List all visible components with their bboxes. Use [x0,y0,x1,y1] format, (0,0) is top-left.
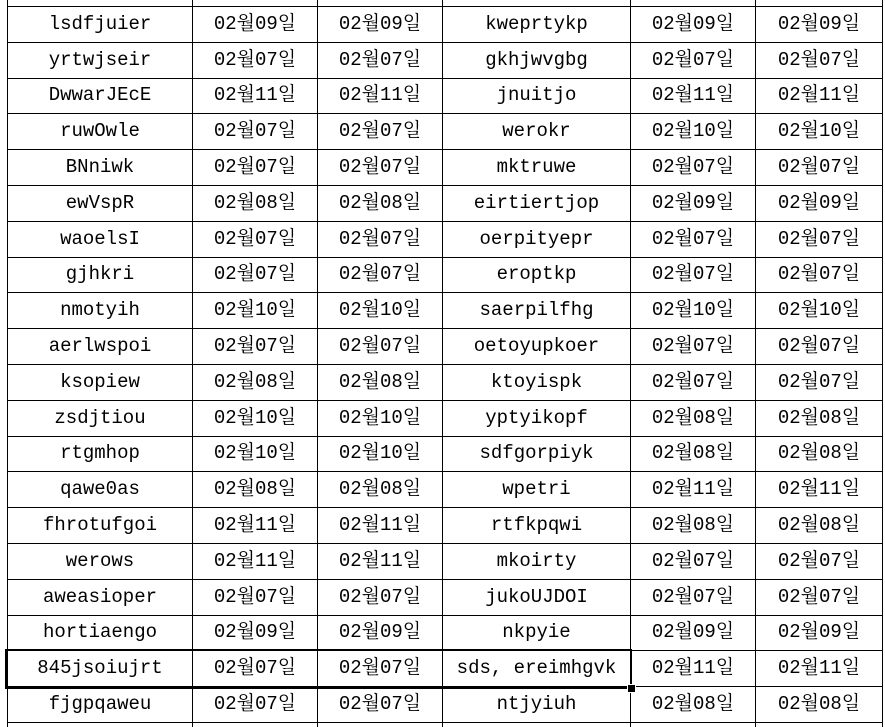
date-cell[interactable]: 02월07일 [193,258,318,294]
date-cell[interactable]: 02월09일 [631,7,756,43]
name-cell[interactable]: kweprtykp [443,7,631,43]
name-cell[interactable]: zsdjtiou [8,401,193,437]
date-cell[interactable]: 02월07일 [193,687,318,723]
name-cell[interactable]: fhrotufgoi [8,508,193,544]
date-cell[interactable]: 02월10일 [193,437,318,473]
date-cell[interactable]: 02월08일 [193,472,318,508]
name-cell[interactable]: mktruwe [443,150,631,186]
name-cell[interactable]: oerpityepr [443,222,631,258]
name-cell[interactable]: lsdfjuier [8,7,193,43]
name-cell[interactable]: rtfkpqwi [443,508,631,544]
table-cell-clipped[interactable] [318,723,443,727]
date-cell[interactable]: 02월07일 [631,222,756,258]
date-cell[interactable]: 02월07일 [193,114,318,150]
date-cell[interactable]: 02월11일 [193,79,318,115]
date-cell[interactable]: 02월07일 [318,114,443,150]
date-cell[interactable]: 02월08일 [318,472,443,508]
date-cell[interactable]: 02월09일 [318,7,443,43]
table-cell-clipped[interactable] [193,723,318,727]
name-cell[interactable]: jnuitjo [443,79,631,115]
date-cell[interactable]: 02월09일 [193,616,318,652]
date-cell[interactable]: 02월07일 [631,258,756,294]
date-cell[interactable]: 02월07일 [318,222,443,258]
date-cell[interactable]: 02월11일 [318,79,443,115]
date-cell[interactable]: 02월07일 [631,580,756,616]
name-cell[interactable]: eirtiertjop [443,186,631,222]
name-cell[interactable]: eroptkp [443,258,631,294]
date-cell[interactable]: 02월07일 [631,43,756,79]
date-cell[interactable]: 02월07일 [318,329,443,365]
date-cell[interactable]: 02월11일 [756,472,883,508]
date-cell[interactable]: 02월07일 [318,651,443,687]
date-cell[interactable]: 02월11일 [631,472,756,508]
date-cell[interactable]: 02월07일 [193,329,318,365]
date-cell[interactable]: 02월11일 [756,651,883,687]
date-cell[interactable]: 02월07일 [193,222,318,258]
name-cell[interactable]: aweasioper [8,580,193,616]
date-cell[interactable]: 02월07일 [756,258,883,294]
date-cell[interactable]: 02월08일 [631,401,756,437]
name-cell[interactable]: qawe0as [8,472,193,508]
table-cell-clipped[interactable] [318,0,443,7]
table-cell-clipped[interactable] [756,723,883,727]
name-cell[interactable]: DwwarJEcE [8,79,193,115]
date-cell[interactable]: 02월10일 [631,293,756,329]
name-cell[interactable]: ntjyiuh [443,687,631,723]
table-cell-clipped[interactable] [8,723,193,727]
name-cell[interactable]: ruwOwle [8,114,193,150]
date-cell[interactable]: 02월07일 [756,222,883,258]
date-cell[interactable]: 02월11일 [318,508,443,544]
date-cell[interactable]: 02월07일 [318,580,443,616]
date-cell[interactable]: 02월08일 [193,365,318,401]
name-cell[interactable]: hortiaengo [8,616,193,652]
name-cell[interactable]: jukoUJDOI [443,580,631,616]
name-cell[interactable]: saerpilfhg [443,293,631,329]
table-cell-clipped[interactable] [443,0,631,7]
table-cell-clipped[interactable] [8,0,193,7]
date-cell[interactable]: 02월11일 [193,508,318,544]
name-cell[interactable]: fjgpqaweu [8,687,193,723]
date-cell[interactable]: 02월11일 [631,79,756,115]
name-cell[interactable]: werows [8,544,193,580]
table-cell-clipped[interactable] [443,723,631,727]
date-cell[interactable]: 02월10일 [756,114,883,150]
date-cell[interactable]: 02월08일 [318,365,443,401]
date-cell[interactable]: 02월07일 [193,43,318,79]
name-cell[interactable]: sdfgorpiyk [443,437,631,473]
date-cell[interactable]: 02월08일 [631,687,756,723]
date-cell[interactable]: 02월11일 [756,79,883,115]
date-cell[interactable]: 02월11일 [318,544,443,580]
date-cell[interactable]: 02월07일 [756,365,883,401]
date-cell[interactable]: 02월07일 [631,365,756,401]
name-cell[interactable]: nmotyih [8,293,193,329]
date-cell[interactable]: 02월10일 [756,293,883,329]
date-cell[interactable]: 02월08일 [756,437,883,473]
date-cell[interactable]: 02월07일 [631,150,756,186]
name-cell[interactable]: nkpyie [443,616,631,652]
name-cell[interactable]: gkhjwvgbg [443,43,631,79]
date-cell[interactable]: 02월07일 [318,687,443,723]
date-cell[interactable]: 02월09일 [631,616,756,652]
date-cell[interactable]: 02월07일 [318,43,443,79]
date-cell[interactable]: 02월08일 [318,186,443,222]
date-cell[interactable]: 02월08일 [631,437,756,473]
table-cell-clipped[interactable] [631,723,756,727]
date-cell[interactable]: 02월07일 [756,150,883,186]
date-cell[interactable]: 02월11일 [193,544,318,580]
name-cell[interactable]: wpetri [443,472,631,508]
name-cell[interactable]: ktoyispk [443,365,631,401]
date-cell[interactable]: 02월08일 [756,687,883,723]
name-cell[interactable]: ksopiew [8,365,193,401]
name-cell[interactable]: yrtwjseir [8,43,193,79]
date-cell[interactable]: 02월09일 [631,186,756,222]
name-cell[interactable]: gjhkri [8,258,193,294]
date-cell[interactable]: 02월07일 [318,258,443,294]
name-cell[interactable]: mkoirty [443,544,631,580]
name-cell[interactable]: BNniwk [8,150,193,186]
date-cell[interactable]: 02월07일 [756,580,883,616]
name-cell[interactable]: rtgmhop [8,437,193,473]
date-cell[interactable]: 02월07일 [193,580,318,616]
table-cell-clipped[interactable] [193,0,318,7]
date-cell[interactable]: 02월09일 [756,7,883,43]
date-cell[interactable]: 02월07일 [756,544,883,580]
name-cell[interactable]: 845jsoiujrt [8,651,193,687]
date-cell[interactable]: 02월07일 [631,544,756,580]
date-cell[interactable]: 02월10일 [318,401,443,437]
name-cell[interactable]: oetoyupkoer [443,329,631,365]
date-cell[interactable]: 02월09일 [756,616,883,652]
date-cell[interactable]: 02월07일 [756,43,883,79]
name-cell[interactable]: yptyikopf [443,401,631,437]
date-cell[interactable]: 02월11일 [631,651,756,687]
date-cell[interactable]: 02월10일 [318,437,443,473]
name-cell[interactable]: werokr [443,114,631,150]
date-cell[interactable]: 02월10일 [318,293,443,329]
data-table [7,0,882,727]
name-cell[interactable]: waoelsI [8,222,193,258]
date-cell[interactable]: 02월07일 [193,150,318,186]
date-cell[interactable]: 02월10일 [631,114,756,150]
date-cell[interactable]: 02월08일 [193,186,318,222]
date-cell[interactable]: 02월08일 [756,401,883,437]
date-cell[interactable]: 02월10일 [193,401,318,437]
date-cell[interactable]: 02월08일 [756,508,883,544]
date-cell[interactable]: 02월07일 [318,150,443,186]
date-cell[interactable]: 02월09일 [318,616,443,652]
date-cell[interactable]: 02월07일 [756,329,883,365]
name-cell[interactable]: ewVspR [8,186,193,222]
date-cell[interactable]: 02월09일 [193,7,318,43]
name-cell[interactable]: sds, ereimhgvk [443,651,631,687]
table-cell-clipped[interactable] [631,0,756,7]
table-cell-clipped[interactable] [756,0,883,7]
date-cell[interactable]: 02월07일 [631,329,756,365]
selection-fill-handle[interactable] [627,684,636,693]
date-cell[interactable]: 02월10일 [193,293,318,329]
name-cell[interactable]: aerlwspoi [8,329,193,365]
date-cell[interactable]: 02월09일 [756,186,883,222]
date-cell[interactable]: 02월07일 [193,651,318,687]
date-cell[interactable]: 02월08일 [631,508,756,544]
